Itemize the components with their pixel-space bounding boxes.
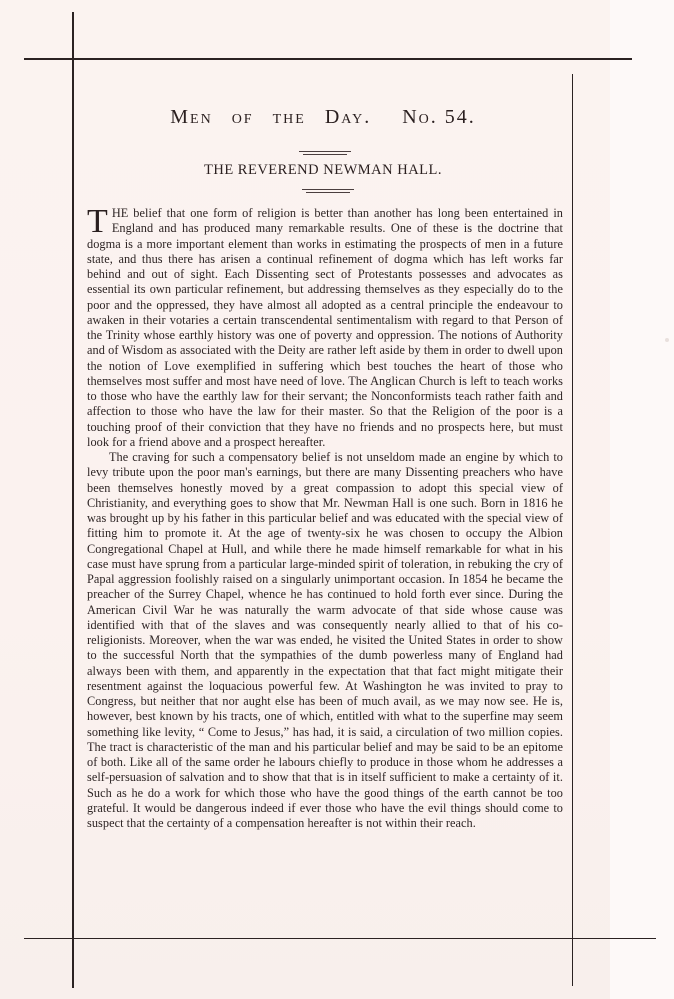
issue-number-label: No.: [402, 106, 438, 128]
title-word: of: [231, 106, 254, 128]
paper-speck: [665, 338, 669, 342]
article-subtitle: THE REVEREND NEWMAN HALL.: [203, 162, 443, 178]
article-paragraph: [87, 203, 563, 450]
issue-number: 54.: [444, 106, 476, 128]
bottom-border-rule: [24, 938, 656, 939]
subtitle-ornament-rule: [306, 192, 350, 193]
right-border-rule: [572, 74, 573, 986]
page-title: [74, 106, 572, 129]
paragraph-text: HE belief that one form of religion is better than another has long been entertained in England and has produced many remarkable results. One of these is the doctrine that dogma is a more important element than works in estimating the prospects of men in a future state, and thus there has arisen a continual refinement of dogma which has left works far behind and out of sight. Each Dissenting sect of Protestants possesses and advocates as essential its own particular refinement, but addressing themselves as they especially do to the poor and the oppressed, they have almost all adopted as a central principle the endeavour to awaken in their votaries a certain transcendental sentimentalism with regard to that Person of the Trinity whose earthly history was one of poverty and oppression. The notions of Authority and of Wisdom as associated with the Deity are rather left aside by them in order to dwell upon the notion of Love exemplified in suffering which best touches the heart of those who themselves most suffer and most have need of love. The Anglican Church is left to teach works to those who have the earthly law for their servant; the Nonconformists teach rather faith and affection to those who have the law for their master. So that the Religion of the poor is a touching proof of their conviction that they have no friends and no prospects here, but must look for a friend above and a prospect hereafter.: [87, 206, 563, 449]
title-word: the: [272, 106, 306, 128]
title-ornament-rule: [303, 154, 347, 155]
title-ornament-rule: [299, 151, 351, 152]
article-body: [87, 203, 563, 831]
title-word: Men: [170, 106, 213, 128]
title-word: Day.: [324, 106, 372, 128]
article-paragraph: The craving for such a compensatory belief is not unseldom made an engine by which to levy tribute upon the poor man's earnings, but there are many Dissenting preachers who have been themselves honestly moved by a great compassion to adopt this special view of Christianity, and everything goes to show that Mr. Newman Hall is one such. Born in 1816 he was brought up by his father in this particular belief and was educated with the special view of fitting him to promote it. At the age of twenty-six he was chosen to occupy the Albion Congregational Chapel at Hull, and while there he made himself remarkable for what in his case must have sprung from a particular large-minded spirit of toleration, in rebuking the cry of Papal aggression foolishly raised on a singularly unimportant occasion. In 1854 he became the preacher of the Surrey Chapel, whence he has continued to hold forth ever since. During the American Civil War he was naturally the warm advocate of that side whose cause was identified with that of the slaves and was consequently nearly allied to that of his co-religionists. Moreover, when the war was ended, he visited the United States in order to show to the successful North that the sympathies of the dumb powerless many of England had always been with them, and apparently in the expectation that that fact might mitigate their resentment against the loquacious powerful few. At Washington he was invited to pray to Congress, but neither that nor aught else has been of much avail, as we may now see. He is, however, best known by his tracts, one of which, entitled with what to the superfine may seem something like levity, “ Come to Jesus,” has had, it is said, a circulation of two million copies. The tract is characteristic of the man and his particular belief and may be said to be an epitome of both. Like all of the same order he labours chiefly to produce in those whom he addresses a self-persuasion of salvation and to show that that is in itself sufficient to make a certainty of it. Such as he do a work for which those who have the good things of the earth cannot be too grateful. It would be dangerous indeed if ever those who have the evil things should come to suspect that the certainty of a compensation hereafter is not within their reach.: [87, 450, 563, 830]
left-border-rule: [72, 12, 74, 988]
top-border-rule: [24, 58, 632, 60]
page-margin-right: [610, 0, 674, 999]
subtitle-ornament-rule: [302, 189, 354, 190]
drop-cap: T: [87, 203, 108, 240]
